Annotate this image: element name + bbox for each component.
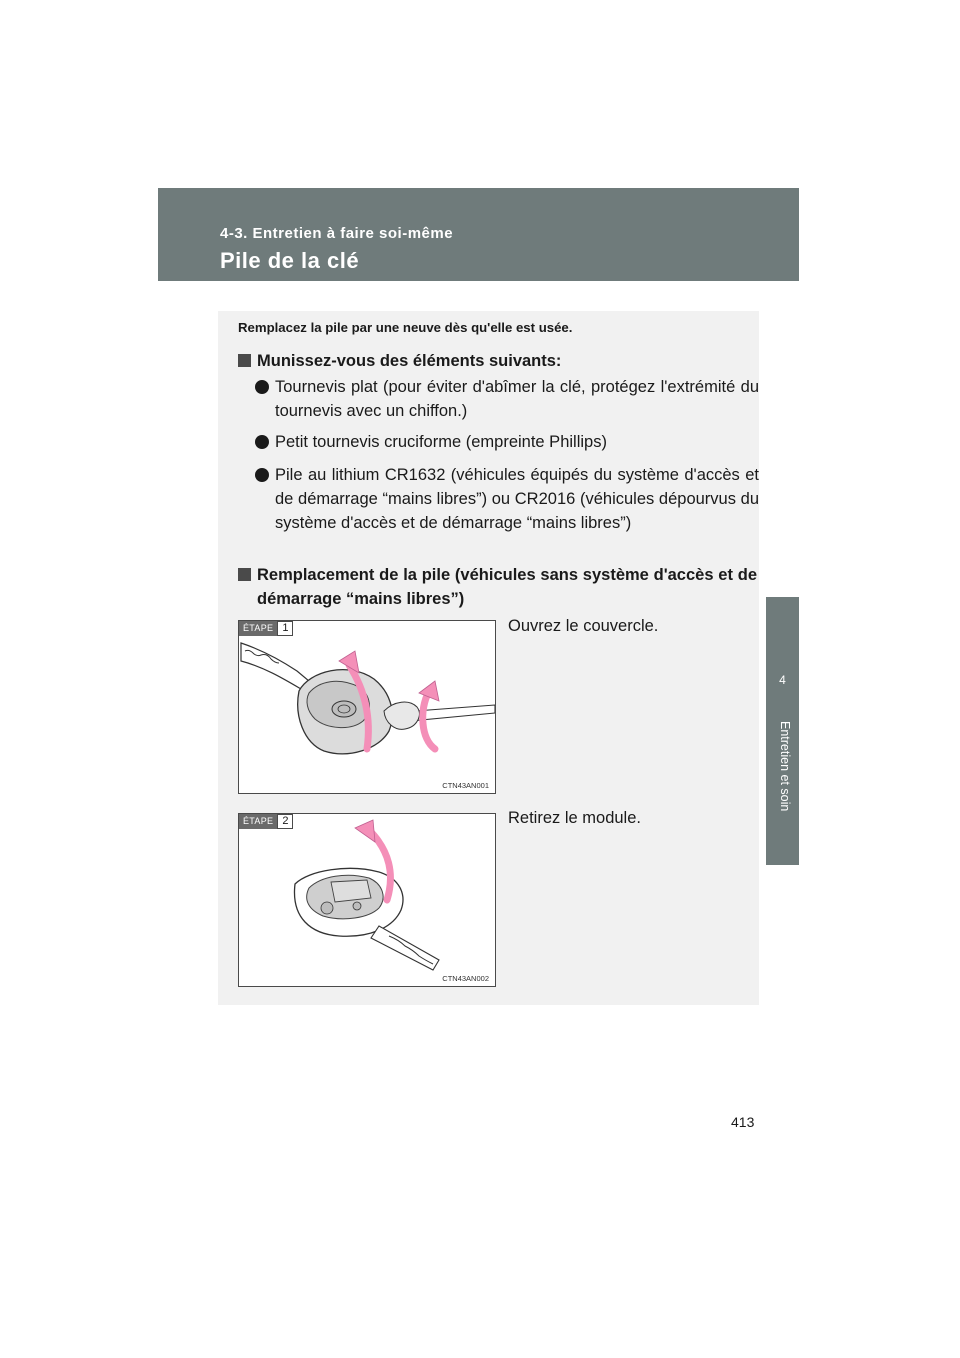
- section-header: [158, 188, 799, 281]
- step-1-text: Ouvrez le couvercle.: [508, 617, 659, 635]
- bullet-dot-icon: [255, 468, 269, 482]
- figure-code: CTN43AN002: [442, 974, 489, 983]
- intro-text: Remplacez la pile par une neuve dès qu'elle est usée.: [238, 320, 573, 335]
- side-spacer: [766, 281, 799, 597]
- bullet-dot-icon: [255, 380, 269, 394]
- chapter-tab: [766, 597, 799, 865]
- bullet-dot-icon: [255, 435, 269, 449]
- step-number: 1: [277, 621, 293, 636]
- bullet-square-icon: [238, 354, 251, 367]
- page-title: Pile de la clé: [220, 248, 360, 273]
- section-heading-replacement: Remplacement de la pile (véhicules sans système d'accès et de démarrage “mains libres”): [238, 563, 758, 613]
- list-item-text: Tournevis plat (pour éviter d'abîmer la clé, protégez l'extrémité du tournevis avec un chiffon.): [275, 378, 759, 420]
- step-label: ÉTAPE: [239, 814, 277, 829]
- chapter-name: Entretien et soin: [778, 721, 792, 812]
- chapter-number: 4: [779, 673, 786, 687]
- section-heading-supplies: Munissez-vous des éléments suivants:: [238, 349, 758, 373]
- key-remove-module-illustration: [239, 814, 495, 986]
- figure-code: CTN43AN001: [442, 781, 489, 790]
- step-badge: [239, 621, 293, 636]
- key-open-cover-illustration: [239, 621, 495, 793]
- step-2-text: Retirez le module.: [508, 809, 641, 827]
- bullet-square-icon: [238, 568, 251, 581]
- content-panel: [218, 311, 759, 1005]
- step-label: ÉTAPE: [239, 621, 277, 636]
- section-label: 4-3. Entretien à faire soi-même: [220, 225, 454, 242]
- list-item-text: Pile au lithium CR1632 (véhicules équipés du système d'accès et de démarrage “mains libres”) ou CR2016 (véhicules dépourvus du système d'accès et de démarrage “mains libres”): [275, 466, 759, 532]
- page-number: 413: [731, 1114, 755, 1130]
- list-item-text: Petit tournevis cruciforme (empreinte Phillips): [275, 433, 607, 451]
- figure-step-2: [238, 813, 496, 987]
- step-number: 2: [277, 814, 293, 829]
- figure-step-1: [238, 620, 496, 794]
- step-badge: [239, 814, 293, 829]
